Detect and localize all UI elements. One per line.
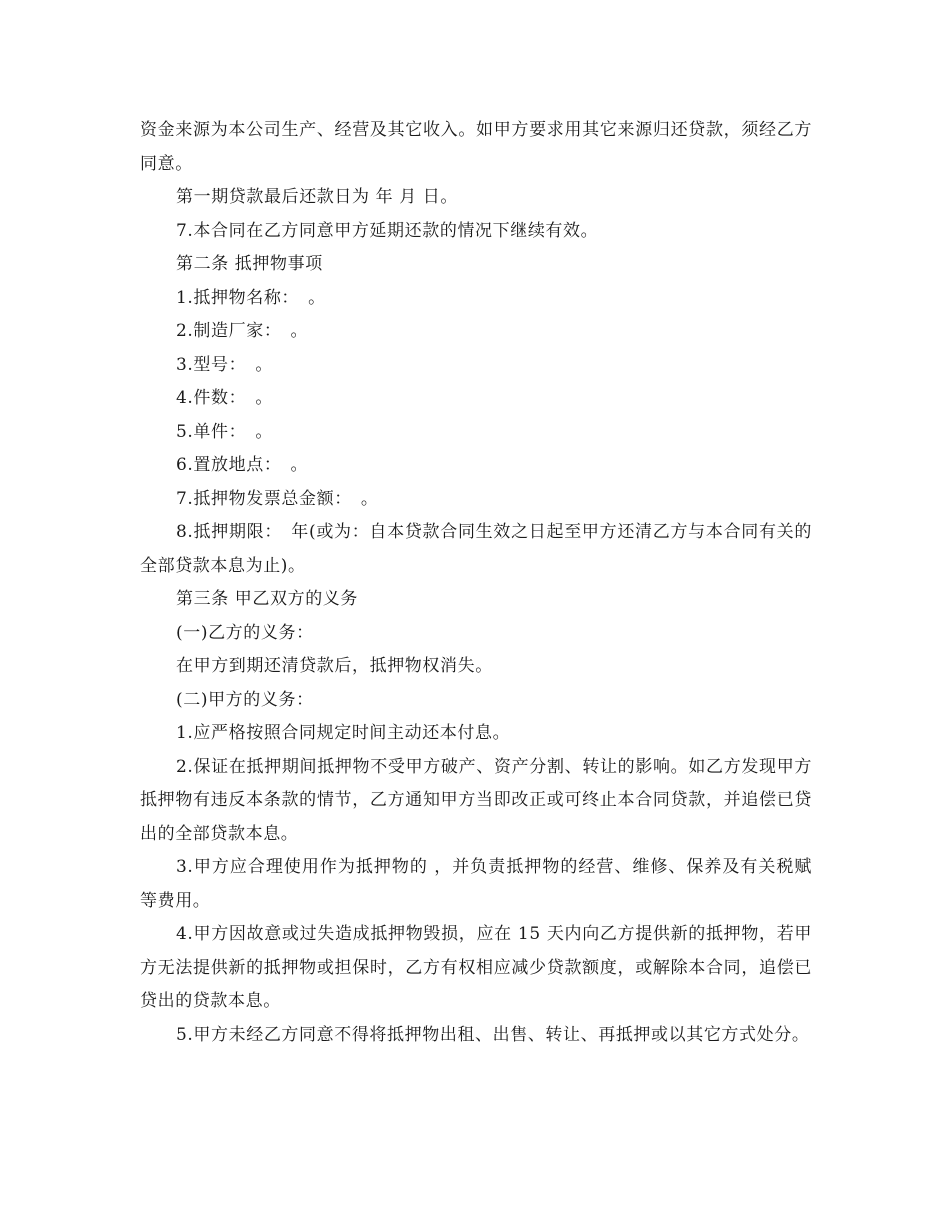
section-heading-3: 第三条 甲乙双方的义务 — [176, 589, 359, 609]
paragraph-1: 资金来源为本公司生产、经营及其它收入。如甲方要求用其它来源归还贷款，须经乙方同意。 — [140, 120, 812, 174]
paragraph-14: (一)乙方的义务： — [176, 622, 314, 643]
paragraph-21: 5.甲方未经乙方同意不得将抵押物出租、出售、转让、再抵押或以其它方式处分。 — [176, 1024, 810, 1045]
paragraph-5: 1.抵押物名称： 。 — [176, 287, 326, 308]
paragraph-3: 7.本合同在乙方同意甲方延期还款的情况下继续有效。 — [176, 220, 599, 241]
paragraph-9: 5.单件： 。 — [176, 421, 273, 442]
paragraph-16: (二)甲方的义务： — [176, 689, 314, 710]
paragraph-12: 8.抵押期限： 年(或为：自本贷款合同生效之日起至甲方还清乙方与本合同有关的全部贷款本息为止)。 — [140, 522, 812, 576]
paragraph-2: 第一期贷款最后还款日为 年 月 日。 — [176, 187, 459, 207]
paragraph-15: 在甲方到期还清贷款后，抵押物权消失。 — [176, 656, 493, 676]
paragraph-19: 3.甲方应合理使用作为抵押物的 ，并负责抵押物的经营、维修、保养及有关税赋等费用。 — [140, 857, 812, 911]
paragraph-6: 2.制造厂家： 。 — [176, 321, 309, 341]
paragraph-11: 7.抵押物发票总金额： 。 — [176, 488, 379, 509]
document-body — [140, 114, 812, 1052]
paragraph-10: 6.置放地点： 。 — [176, 455, 309, 475]
paragraph-17: 1.应严格按照合同规定时间主动还本付息。 — [176, 723, 511, 743]
section-heading-2: 第二条 抵押物事项 — [176, 254, 323, 274]
paragraph-18: 2.保证在抵押期间抵押物不受甲方破产、资产分割、转让的影响。如乙方发现甲方抵押物有违反本条款的情节，乙方通知甲方当即改正或可终止本合同贷款，并追偿已贷出的全部贷款本息。 — [140, 756, 812, 844]
paragraph-8: 4.件数： 。 — [176, 388, 273, 408]
paragraph-20: 4.甲方因故意或过失造成抵押物毁损，应在 15 天内向乙方提供新的抵押物，若甲方无法提供新的抵押物或担保时，乙方有权相应减少贷款额度，或解除本合同，追偿已贷出的贷款本息。 — [140, 924, 812, 1011]
paragraph-7: 3.型号： 。 — [176, 354, 273, 375]
